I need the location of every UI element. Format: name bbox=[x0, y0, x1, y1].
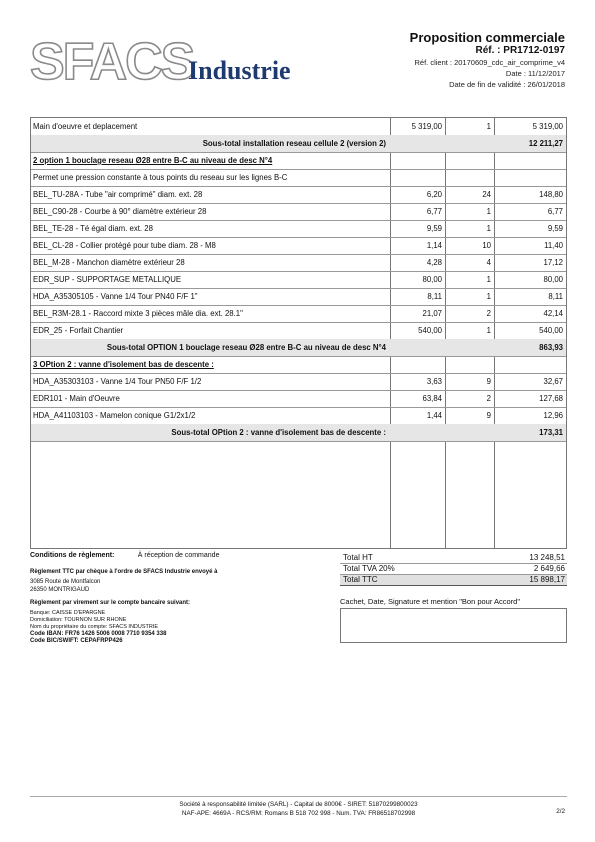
quantity: 9 bbox=[486, 411, 491, 420]
quantity: 1 bbox=[486, 224, 491, 233]
unit-price: 63,84 bbox=[422, 394, 442, 403]
signature-box[interactable] bbox=[340, 608, 567, 643]
cell-empty bbox=[390, 135, 445, 152]
cell-empty bbox=[494, 169, 566, 186]
subtotal-value: 173,31 bbox=[494, 424, 566, 441]
table-row bbox=[31, 288, 566, 306]
logo-graphic bbox=[30, 33, 330, 88]
quantity: 1 bbox=[486, 207, 491, 216]
unit-price: 540,00 bbox=[418, 326, 442, 335]
table-row bbox=[31, 271, 566, 289]
line-total: 6,77 bbox=[547, 207, 563, 216]
total-ht-label: Total HT bbox=[343, 553, 373, 562]
quantity: 2 bbox=[486, 309, 491, 318]
signature-label: Cachet, Date, Signature et mention "Bon pour Accord" bbox=[340, 597, 521, 606]
item-description: EDR_25 - Forfait Chantier bbox=[33, 326, 124, 335]
item-description: Main d'oeuvre et deplacement bbox=[33, 122, 138, 131]
table-row bbox=[31, 220, 566, 238]
line-total: 540,00 bbox=[539, 326, 563, 335]
company-logo bbox=[30, 33, 330, 88]
section-header-row bbox=[31, 152, 566, 170]
total-ttc-label: Total TTC bbox=[343, 575, 378, 584]
totals-box bbox=[340, 553, 567, 586]
subtotal-row bbox=[31, 424, 566, 442]
quantity: 1 bbox=[486, 326, 491, 335]
item-description: BEL_R3M-28.1 - Raccord mixte 3 pièces mâle dia. ext. 28.1" bbox=[33, 309, 243, 318]
table-row bbox=[31, 407, 566, 425]
footer-line-2: NAF-APE: 4669A - RCS/RM: Romans B 518 702 998 - Num. TVA: FR86518702998 bbox=[181, 810, 416, 817]
unit-price: 21,07 bbox=[422, 309, 442, 318]
table-row bbox=[31, 118, 566, 136]
total-tva-row bbox=[340, 564, 567, 575]
document-header bbox=[410, 30, 565, 90]
unit-price: 80,00 bbox=[422, 275, 442, 284]
subtotal-value: 12 211,27 bbox=[494, 135, 566, 152]
item-description: EDR101 - Main d'Oeuvre bbox=[33, 394, 120, 403]
table-row bbox=[31, 322, 566, 340]
legal-footer bbox=[30, 796, 567, 818]
table-row bbox=[31, 390, 566, 408]
iban: Code IBAN: FR76 1426 5006 0008 7710 9354 338 bbox=[30, 630, 167, 637]
document-ref: Réf. : PR1712-0197 bbox=[475, 45, 565, 56]
item-description: BEL_TE-28 - Té égal diam. ext. 28 bbox=[33, 224, 153, 233]
cell-empty bbox=[445, 169, 494, 186]
client-ref: Réf. client : 20170609_cdc_air_comprime_v4 bbox=[414, 58, 565, 67]
unit-price: 1,44 bbox=[426, 411, 442, 420]
subtotal-label: Sous-total installation reseau cellule 2 (version 2) bbox=[31, 135, 390, 152]
validity-date: Date de fin de validité : 26/01/2018 bbox=[449, 80, 565, 89]
unit-price: 6,77 bbox=[426, 207, 442, 216]
quantity: 4 bbox=[486, 258, 491, 267]
unit-price: 8,11 bbox=[427, 292, 442, 301]
cell-empty bbox=[445, 424, 494, 441]
logo-sub: Industrie bbox=[188, 56, 291, 85]
quantity: 1 bbox=[486, 275, 491, 284]
cell-empty bbox=[445, 356, 494, 373]
bank-domiciliation: Domiciliation: TOURNON SUR RHONE bbox=[30, 616, 127, 623]
table-row bbox=[31, 203, 566, 221]
subtotal-row bbox=[31, 339, 566, 357]
item-description: HDA_A35305105 - Vanne 1/4 Tour PN40 F/F 1" bbox=[33, 292, 198, 301]
line-total: 148,80 bbox=[539, 190, 563, 199]
quantity: 1 bbox=[486, 122, 491, 131]
cell-empty bbox=[390, 339, 445, 356]
line-total: 127,68 bbox=[539, 394, 563, 403]
address-line-1: 3085 Route de Montfalcon bbox=[30, 579, 101, 585]
item-description: BEL_C90-28 - Courbe à 90° diamètre extérieur 28 bbox=[33, 207, 207, 216]
account-owner: Nom du propriétaire du compte: SFACS INDUSTRIE bbox=[30, 623, 159, 630]
item-description: BEL_CL-28 - Collier protégé pour tube diam. 28 - M8 bbox=[33, 241, 216, 250]
line-total: 5 319,00 bbox=[532, 122, 563, 131]
table-row bbox=[31, 254, 566, 272]
line-total: 80,00 bbox=[543, 275, 563, 284]
cell-empty bbox=[494, 356, 566, 373]
total-ttc-row bbox=[340, 575, 567, 586]
cell-empty bbox=[494, 152, 566, 169]
line-total: 17,12 bbox=[543, 258, 563, 267]
quantity: 24 bbox=[482, 190, 491, 199]
cell-empty bbox=[390, 152, 445, 169]
item-description: HDA_A41103103 - Mamelon conique G1/2x1/2 bbox=[33, 411, 196, 420]
payment-terms bbox=[30, 552, 330, 646]
cell-empty bbox=[445, 152, 494, 169]
conditions-label: Conditions de règlement: bbox=[30, 552, 115, 559]
unit-price: 3,63 bbox=[426, 377, 442, 386]
line-total: 12,96 bbox=[543, 411, 563, 420]
cell-empty bbox=[390, 424, 445, 441]
quantity: 9 bbox=[486, 377, 491, 386]
subtotal-label: Sous-total OPtion 2 : vanne d'isolement bas de descente : bbox=[31, 424, 390, 441]
cell-empty bbox=[445, 135, 494, 152]
subtotal-label: Sous-total OPTION 1 bouclage reseau Ø28 entre B-C au niveau de desc N°4 bbox=[31, 339, 390, 356]
section-title: 3 OPtion 2 : vanne d'isolement bas de descente : bbox=[33, 360, 214, 369]
row-description: Permet une pression constante à tous points du reseau sur les lignes B-C bbox=[33, 173, 288, 182]
item-description: BEL_TU-28A - Tube "air comprimé" diam. ext. 28 bbox=[33, 190, 203, 199]
line-total: 8,11 bbox=[548, 292, 563, 301]
transfer-title: Règlement par virement sur le compte bancaire suivant: bbox=[30, 600, 191, 606]
table-row bbox=[31, 237, 566, 255]
unit-price: 6,20 bbox=[426, 190, 442, 199]
quantity: 10 bbox=[482, 241, 491, 250]
page-number: 2/2 bbox=[556, 808, 565, 815]
conditions-value: À réception de commande bbox=[137, 552, 220, 559]
logo-brand: SFACS bbox=[30, 33, 194, 88]
quantity: 2 bbox=[486, 394, 491, 403]
section-header-row bbox=[31, 356, 566, 374]
bic: Code BIC/SWIFT: CEPAFRPP426 bbox=[30, 638, 123, 644]
quantity: 1 bbox=[486, 292, 491, 301]
total-tva-label: Total TVA 20% bbox=[343, 564, 395, 573]
line-total: 42,14 bbox=[543, 309, 563, 318]
table-row bbox=[31, 186, 566, 204]
table-row bbox=[31, 169, 566, 187]
section-title: 2 option 1 bouclage reseau Ø28 entre B-C au niveau de desc N°4 bbox=[33, 156, 273, 165]
document-date: Date : 11/12/2017 bbox=[505, 69, 565, 78]
signature-section bbox=[340, 597, 567, 643]
item-description: BEL_M-28 - Manchon diamètre extérieur 28 bbox=[33, 258, 185, 267]
item-description: EDR_SUP - SUPPORTAGE METALLIQUE bbox=[33, 275, 182, 284]
bank-name: Banque: CAISSE D'EPARGNE bbox=[30, 609, 106, 616]
cell-empty bbox=[445, 339, 494, 356]
table-row bbox=[31, 373, 566, 391]
subtotal-row bbox=[31, 135, 566, 153]
cheque-title: Règlement TTC par chèque à l'ordre de SFACS Industrie envoyé à bbox=[30, 568, 218, 575]
document-title: Proposition commerciale bbox=[409, 30, 565, 45]
table-row bbox=[31, 305, 566, 323]
item-description: HDA_A35303103 - Vanne 1/4 Tour PN50 F/F 1/2 bbox=[33, 377, 202, 386]
total-tva-value: 2 649,66 bbox=[533, 564, 565, 573]
unit-price: 4,28 bbox=[426, 258, 442, 267]
subtotal-value: 863,93 bbox=[494, 339, 566, 356]
cell-empty bbox=[390, 169, 445, 186]
line-items-table bbox=[30, 117, 567, 549]
unit-price: 9,59 bbox=[426, 224, 442, 233]
total-ttc-value: 15 898,17 bbox=[529, 575, 565, 584]
address-line-2: 26350 MONTRIGAUD bbox=[30, 586, 90, 593]
total-ht-value: 13 248,51 bbox=[529, 553, 565, 562]
total-ht-row bbox=[340, 553, 567, 564]
line-total: 32,67 bbox=[543, 377, 563, 386]
unit-price: 5 319,00 bbox=[411, 122, 442, 131]
footer-line-1: Société à responsabilité limitée (SARL) - Capital de 8000€ - SIRET: 51870299800023 bbox=[179, 801, 418, 808]
unit-price: 1,14 bbox=[426, 241, 442, 250]
line-total: 9,59 bbox=[547, 224, 563, 233]
line-total: 11,40 bbox=[544, 241, 563, 250]
cell-empty bbox=[390, 356, 445, 373]
